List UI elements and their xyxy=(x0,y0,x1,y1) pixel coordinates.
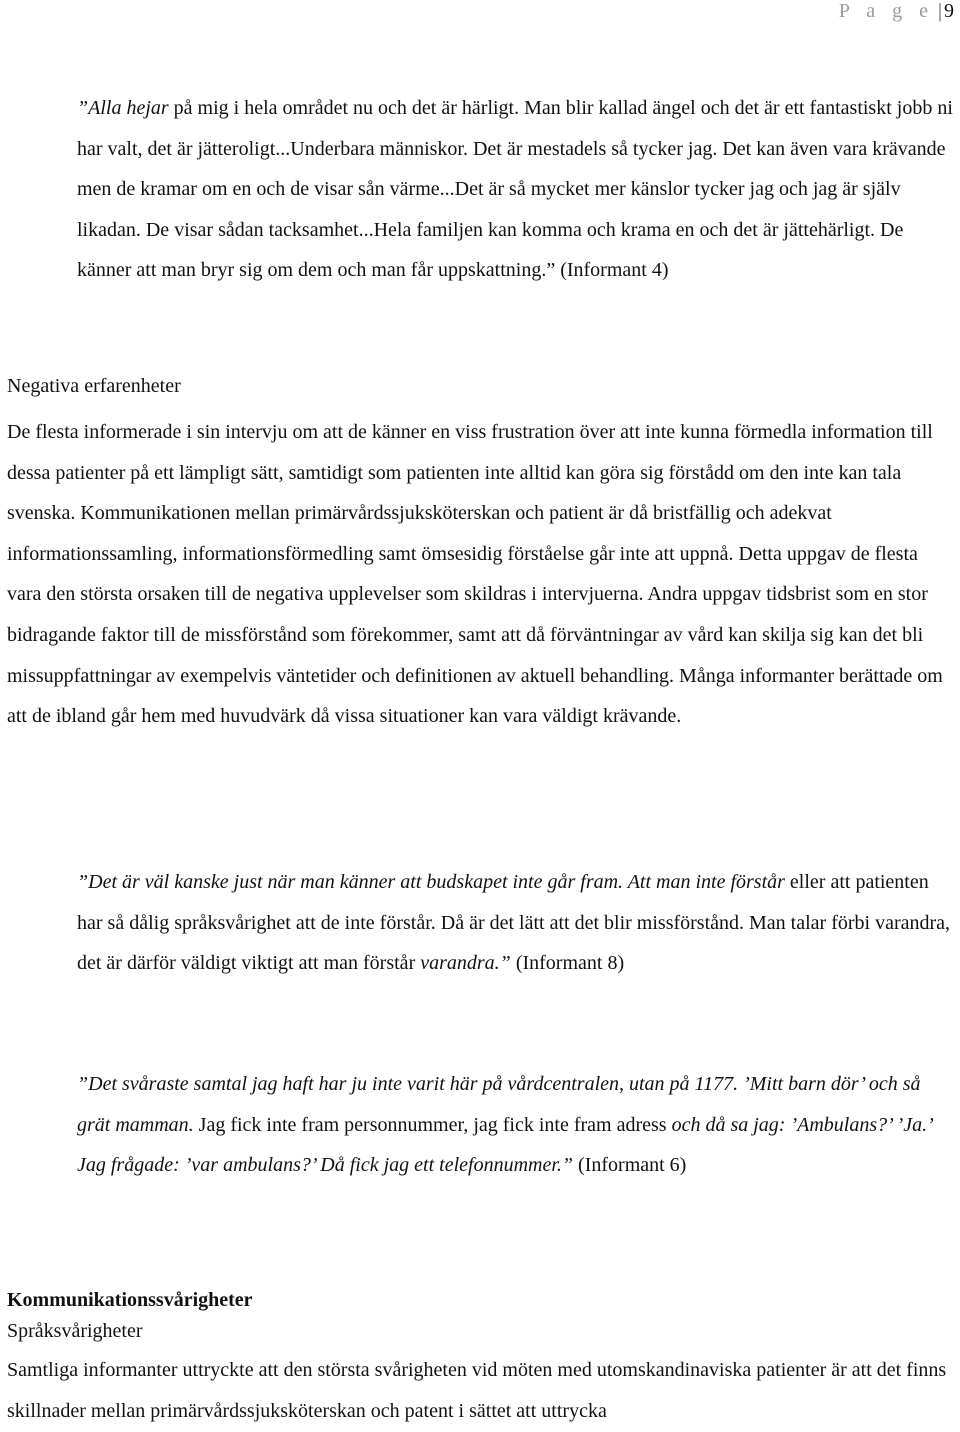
quote-italic-end: och då sa jag: ’Ambulans?’ ’Ja.’ Jag frågade: ’var ambulans?’ Då fick jag ett telefonnummer.” xyxy=(77,1113,932,1176)
subheading-negativa-erfarenheter: Negativa erfarenheter xyxy=(7,375,181,397)
quote-text: på mig i hela området nu och det är härligt. Man blir kallad ängel och det är ett fantastiskt jobb ni har valt, det är jätteroligt...Underbara människor. Det är mestadels så tycker jag. Det kan även vara krävande men de kramar om en och de visar sån värme...Det är så mycket mer känslor tycker jag och jag är själv likadan. De visar sådan tacksamhet...Hela familjen kan komma och krama en och det är jättehärligt. De känner att man bryr sig om dem och man får uppskattning.” (Informant 4) xyxy=(77,97,953,281)
page-separator: | xyxy=(937,0,942,22)
quote-informant-4 xyxy=(77,88,955,291)
quote-attribution: (Informant 6) xyxy=(573,1154,687,1176)
page-header xyxy=(839,0,954,22)
subheading-spraksvarigheter: Språksvårigheter xyxy=(7,1320,143,1342)
page-label: P a g e xyxy=(838,0,934,22)
quote-informant-6 xyxy=(77,1064,955,1186)
quote-italic-start: ”Alla hejar xyxy=(77,97,169,119)
quote-italic-end: varandra.” xyxy=(420,952,511,974)
paragraph-negativa-erfarenheter: De flesta informerade i sin intervju om att de känner en viss frustration över att inte kunna förmedla information till dessa patienter på ett lämpligt sätt, samtidigt som patienten inte alltid kan göra sig förstådd om den inte kan tala svenska. Kommunikationen mellan primärvårdssjuksköterskan och patient är då bristfällig och adekvat informationssamling, informationsförmedling samt ömsesidig förståelse går inte att uppnå. Detta uppgav de flesta vara den största orsaken till de negativa upplevelser som skildras i intervjuerna. Andra uppgav tidsbrist som en stor bidragande faktor till de missförstånd som förekommer, samt att då förväntningar av vård kan skilja sig kan det bli missuppfattningar av exempelvis väntetider och definitionen av aktuell behandling. Många informanter berättade om att de ibland går hem med huvudvärk då vissa situationer kan vara väldigt krävande. xyxy=(7,421,943,728)
paragraph-spraksvarigheter: Samtliga informanter uttryckte att den största svårigheten vid möten med utomskandinaviska patienter är att det finns skillnader mellan primärvårdssjuksköterskan och patent i sättet att uttrycka xyxy=(7,1359,947,1422)
quote-italic-start: ”Det är väl kanske just när man känner att budskapet inte går fram. Att man inte förstår xyxy=(77,871,785,893)
quote-italic-start: ”Det svåraste samtal jag haft har ju inte varit här på vårdcentralen, utan på 1177. ’Mitt barn dör’ och så grät mamman. xyxy=(77,1073,921,1136)
quote-text: eller att patienten har så dålig språksvårighet att de inte förstår. Då är det lätt att det blir missförstånd. Man talar förbi varandra, det är därför väldigt viktigt att man förstår xyxy=(77,871,951,974)
quote-text: Jag fick inte fram personnummer, jag fick inte fram adress xyxy=(193,1113,672,1136)
section-heading-kommunikationssvarigheter: Kommunikationssvårigheter xyxy=(7,1289,253,1311)
quote-informant-8 xyxy=(77,862,955,984)
quote-attribution: (Informant 8) xyxy=(510,952,625,974)
page-number: 9 xyxy=(944,0,954,22)
